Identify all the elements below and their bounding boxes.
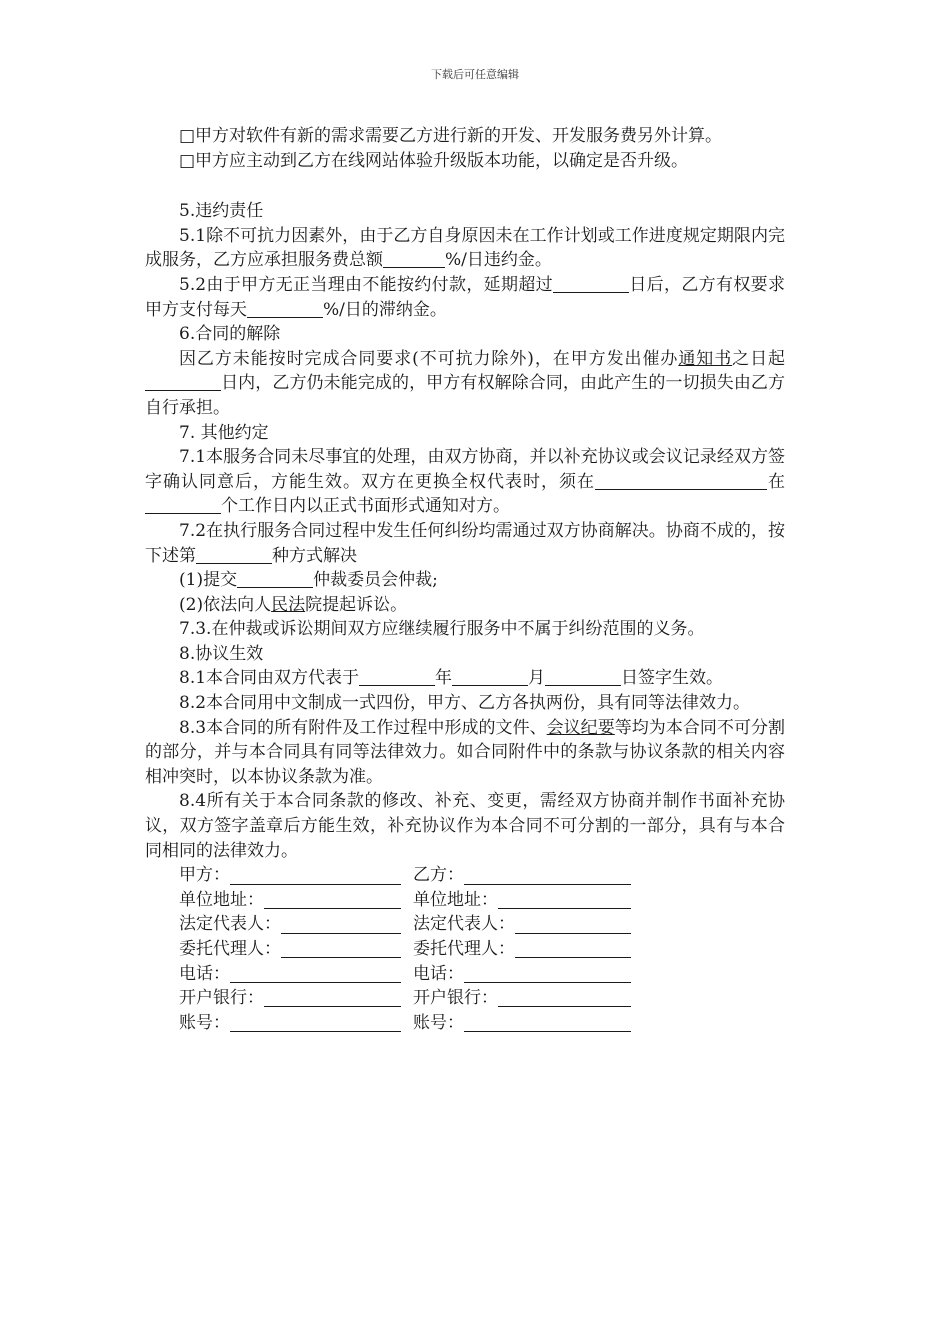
signature-row — [145, 863, 785, 888]
contract-body — [145, 124, 785, 1035]
signature-row — [145, 888, 785, 913]
signature-label: 单位地址： — [413, 889, 498, 910]
blank-field[interactable] — [359, 668, 435, 686]
signature-field[interactable] — [230, 1014, 401, 1032]
signature-field[interactable] — [464, 965, 631, 983]
signature-field[interactable] — [515, 940, 631, 958]
signature-label: 乙方： — [413, 865, 464, 886]
signature-field[interactable] — [515, 916, 631, 934]
blank-field[interactable] — [653, 472, 767, 490]
notice-link[interactable]: 通知书 — [678, 348, 733, 369]
signature-row — [145, 1011, 785, 1036]
signature-label: 甲方： — [179, 865, 230, 886]
signature-label: 单位地址： — [179, 889, 264, 910]
clause-7-3: 7.3.在仲裁或诉讼期间双方应继续履行服务中不属于纠纷范围的义务。 — [179, 619, 705, 640]
clause-7-2-option-2: (2)依法向人民法院提起诉讼。 — [179, 594, 408, 615]
page-header: 下载后可任意编辑 — [431, 68, 519, 81]
clause-8-1: 8.1本合同由双方代表于 年 月 日签字生效。 — [179, 668, 724, 689]
section-6-heading: 6.合同的解除 — [179, 324, 281, 345]
signature-label: 账号： — [179, 1012, 230, 1033]
signature-label: 委托代理人： — [179, 939, 281, 959]
signature-label: 委托代理人： — [413, 939, 515, 959]
signature-row — [145, 912, 785, 937]
signature-label: 法定代表人： — [413, 914, 515, 935]
civil-law-link[interactable]: 民法 — [271, 594, 306, 615]
signature-label: 电话： — [413, 963, 464, 984]
blank-field[interactable] — [145, 496, 221, 514]
clause-7-2-option-1: (1)提交 仲裁委员会仲裁; — [179, 570, 438, 591]
clause-7-1: 7.1本服务合同未尽事宜的处理，由双方协商，并以补充协议或会议记录经双方签字确认同意后，方能生效。双方在更换全权代表时，须在 在个工作日内以正式书面形式通知对方。 — [145, 447, 785, 517]
signature-label: 法定代表人： — [179, 914, 281, 935]
meeting-minutes-link[interactable]: 会议纪要 — [546, 717, 615, 738]
clause-7-2: 7.2在执行服务合同过程中发生任何纠纷均需通过双方协商解决。协商不成的，按下述第 种方式解决 — [145, 520, 785, 566]
signature-label: 电话： — [179, 963, 230, 984]
clause-5-1: 5.1除不可抗力因素外，由于乙方自身原因未在工作计划或工作进度规定期限内完成服务，乙方应承担服务费总额 %/日违约金。 — [145, 225, 785, 271]
clause-8-3: 8.3本合同的所有附件及工作过程中形成的文件、会议纪要等均为本合同不可分割的部分，并与本合同具有同等法律效力。如合同附件中的条款与协议条款的相关内容相冲突时，以本协议条款为准。 — [145, 717, 786, 787]
clause-8-2: 8.2本合同用中文制成一式四份，甲方、乙方各执两份，具有同等法律效力。 — [179, 693, 751, 714]
section-7-heading: 7. 其他约定 — [179, 422, 269, 443]
signature-field[interactable] — [264, 989, 401, 1007]
signature-field[interactable] — [281, 916, 401, 934]
signature-field[interactable] — [464, 1014, 631, 1032]
signature-block — [145, 863, 785, 1035]
signature-label: 开户银行： — [179, 988, 264, 1009]
signature-field[interactable] — [264, 891, 401, 909]
signature-field[interactable] — [281, 940, 401, 958]
blank-field[interactable] — [196, 546, 272, 564]
section-5-heading: 5.违约责任 — [179, 201, 264, 222]
signature-label: 开户银行： — [413, 988, 498, 1009]
signature-row — [145, 937, 785, 962]
checkbox-line-upgrade: □甲方应主动到乙方在线网站体验升级版本功能，以确定是否升级。 — [179, 150, 689, 171]
signature-label: 账号： — [413, 1012, 464, 1033]
signature-field[interactable] — [498, 989, 631, 1007]
signature-field[interactable] — [230, 965, 401, 983]
signature-row — [145, 962, 785, 987]
blank-field[interactable] — [145, 373, 221, 391]
blank-field[interactable] — [545, 668, 621, 686]
section-8-heading: 8.协议生效 — [179, 643, 264, 664]
signature-field[interactable] — [230, 867, 401, 885]
signature-row — [145, 986, 785, 1011]
blank-field[interactable] — [452, 668, 528, 686]
clause-6: 因乙方未能按时完成合同要求(不可抗力除外)，在甲方发出催办通知书之日起日内，乙方仍未能完成的，甲方有权解除合同，由此产生的一切损失由乙方自行承担。 — [145, 348, 786, 418]
blank-field[interactable] — [553, 275, 629, 293]
clause-8-4: 8.4所有关于本合同条款的修改、补充、变更，需经双方协商并制作书面补充协议，双方签字盖章后方能生效，补充协议作为本合同不可分割的一部分，具有与本合同相同的法律效力。 — [145, 791, 785, 861]
signature-field[interactable] — [464, 867, 631, 885]
checkbox-line-new-dev: □甲方对软件有新的需求需要乙方进行新的开发、开发服务费另外计算。 — [179, 126, 723, 146]
blank-field[interactable] — [383, 250, 445, 268]
blank-field[interactable] — [247, 300, 323, 318]
clause-5-2: 5.2由于甲方无正当理由不能按约付款，延期超过 日后，乙方有权要求甲方支付每天 %/日的滞纳金。 — [145, 274, 786, 320]
blank-field[interactable] — [595, 472, 653, 490]
blank-field[interactable] — [237, 570, 313, 588]
signature-field[interactable] — [498, 891, 631, 909]
